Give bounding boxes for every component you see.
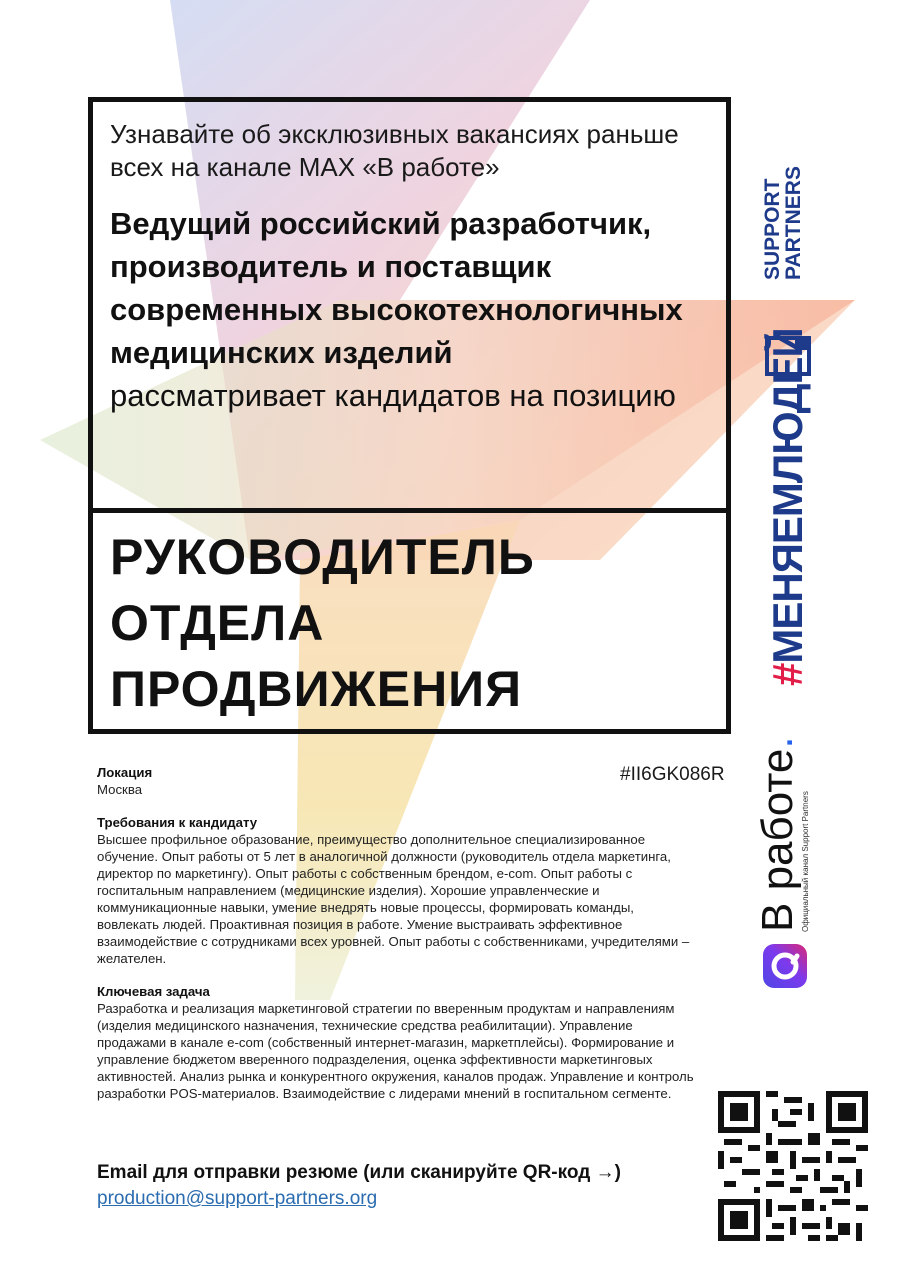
v-rabote-app-icon: [763, 944, 807, 988]
channel-intro-text: Узнавайте об эксклюзивных вакансиях раньше всех на канале MAX «В работе»: [110, 119, 679, 182]
company-title: Ведущий российский разработчик, производитель и поставщик современных высокотехнологичных медицинских изделий: [110, 206, 683, 370]
qr-code-icon[interactable]: [718, 1091, 868, 1241]
hashtag-slogan: [760, 328, 816, 686]
vacancy-details: [97, 764, 697, 1118]
company-tail: рассматривает кандидатов на позицию: [110, 378, 676, 413]
location-label: Локация: [97, 765, 153, 780]
requirements-label: Требования к кандидату: [97, 815, 258, 830]
key-task-block: [97, 983, 697, 1102]
v-rabote-name: В работе: [753, 748, 802, 932]
support-partners-logo: [762, 102, 814, 280]
company-description: [110, 202, 710, 417]
location-value: Москва: [97, 782, 143, 797]
support-partners-line2: PARTNERS: [782, 166, 805, 280]
requirements-text: Высшее профильное образование, преимущество дополнительное специализированное обучение. Опыт работы от 5 лет в аналогичной должности (руководитель отдела маркетинга, директор по маркетингу). Опыт работы с собственным брендом, e-com. Опыт работы с госпитальным направлением (медицинские изделия). Хорошие управленческие и коммуникационные навыки, умение внедрять новые процессы, формировать команды, вовлекать людей. Проактивная позиция в работе. Умение выстраивать эффективное взаимодействие с сотрудниками всех уровней. Опыт работы с собственниками, учредителями – желателен.: [97, 832, 690, 966]
reference-code: #II6GK086R: [620, 764, 725, 785]
hashtag-text: МЕНЯЕМЛЮДЕЙ: [764, 328, 811, 664]
location-block: [97, 764, 697, 798]
v-rabote-subtitle: Официальный канал Support Partners: [801, 791, 810, 932]
key-task-text: Разработка и реализация маркетинговой стратегии по вверенным продуктам и направлениям (изделия медицинского назначения, технические средства реабилитации). Управление продажами в канале e-com (собственный интернет-магазин, маркетплейсы). Формирование и управление бюджетом вверенного подразделения, оценка эффективности маркетинговых активностей. Анализ рынка и конкурентного окружения, каналов продаж. Управление и контроль разработки POS-материалов. Взаимодействие с лидерами мнений в госпитальном сегменте.: [97, 1001, 694, 1101]
position-line-1: РУКОВОДИТЕЛЬ: [110, 529, 535, 585]
requirements-block: [97, 814, 697, 967]
position-line-3: ПРОДВИЖЕНИЯ: [110, 661, 523, 717]
email-link[interactable]: production@support-partners.org: [97, 1188, 378, 1209]
v-rabote-dot: .: [753, 736, 802, 749]
position-line-2: ОТДЕЛА: [110, 595, 325, 651]
v-rabote-logo: [753, 736, 815, 988]
support-partners-line1: SUPPORT: [761, 178, 784, 280]
hashtag-symbol: #: [764, 663, 811, 686]
position-title: [110, 524, 720, 722]
key-task-label: Ключевая задача: [97, 984, 210, 999]
email-title: Email для отправки резюме (или сканируйте QR-код →): [97, 1162, 621, 1183]
